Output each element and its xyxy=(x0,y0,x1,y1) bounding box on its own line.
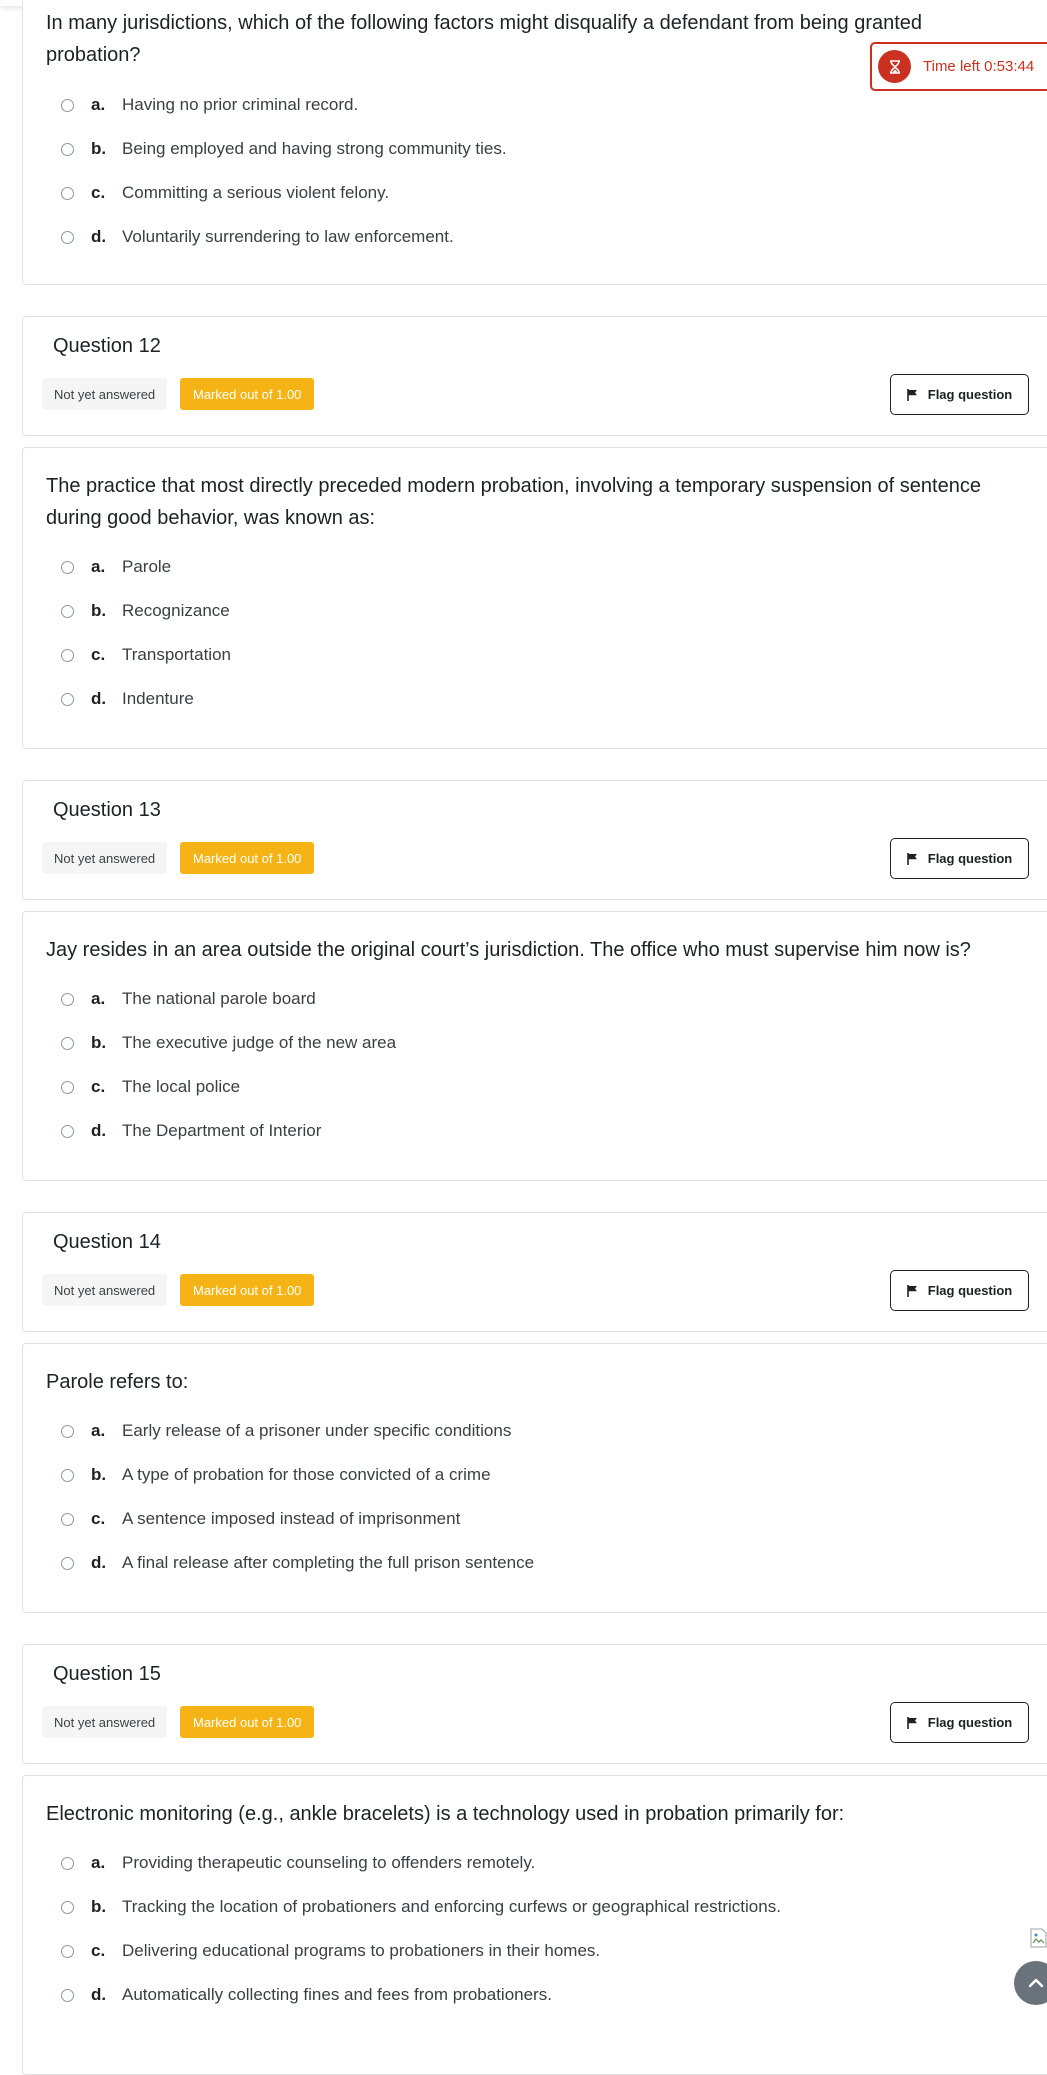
chevron-up-icon xyxy=(1028,1978,1044,1988)
option-letter: d. xyxy=(91,1985,107,2004)
radio-button[interactable] xyxy=(61,605,74,618)
answer-status-badge: Not yet answered xyxy=(42,1274,167,1306)
time-left-indicator xyxy=(870,42,1047,91)
option-d[interactable] xyxy=(61,686,961,712)
option-text: Parole xyxy=(122,557,172,576)
option-d[interactable] xyxy=(61,1118,961,1144)
flag-question-button[interactable] xyxy=(890,374,1029,415)
answer-status-badge: Not yet answered xyxy=(42,378,167,410)
option-b[interactable] xyxy=(61,1030,961,1056)
question-12-info xyxy=(22,316,1047,436)
flag-label: Flag question xyxy=(927,387,1013,402)
radio-button[interactable] xyxy=(61,1557,74,1570)
option-letter: a. xyxy=(91,95,106,114)
option-letter: b. xyxy=(91,1465,107,1484)
option-letter: d. xyxy=(91,1121,107,1140)
option-text: Early release of a prisoner under specific conditions xyxy=(122,1421,512,1440)
radio-button[interactable] xyxy=(61,561,74,574)
option-letter: b. xyxy=(91,1033,107,1052)
radio-button[interactable] xyxy=(61,993,74,1006)
option-a[interactable] xyxy=(61,986,961,1012)
option-b[interactable] xyxy=(61,598,961,624)
option-a[interactable] xyxy=(61,1418,961,1444)
flag-icon xyxy=(907,1285,918,1297)
question-text: Parole refers to: xyxy=(46,1371,189,1393)
radio-button[interactable] xyxy=(61,1513,74,1526)
question-14-content xyxy=(22,1343,1047,1613)
option-d[interactable] xyxy=(61,224,961,250)
radio-button[interactable] xyxy=(61,1857,74,1870)
option-letter: d. xyxy=(91,1553,107,1572)
option-text: Tracking the location of probationers and enforcing curfews or geographical restrictions. xyxy=(122,1897,781,1916)
radio-button[interactable] xyxy=(61,1037,74,1050)
flag-label: Flag question xyxy=(927,1715,1013,1730)
option-c[interactable] xyxy=(61,180,961,206)
radio-button[interactable] xyxy=(61,143,74,156)
flag-icon xyxy=(907,389,918,401)
option-letter: c. xyxy=(91,1941,106,1960)
option-letter: a. xyxy=(91,557,106,576)
flag-icon xyxy=(907,1717,918,1729)
timer-label: Time left 0:53:44 xyxy=(923,58,1035,75)
option-text: Transportation xyxy=(122,645,231,664)
flag-icon xyxy=(907,853,918,865)
option-text: A sentence imposed instead of imprisonment xyxy=(122,1509,461,1528)
option-a[interactable] xyxy=(61,554,961,580)
option-letter: c. xyxy=(91,183,106,202)
option-d[interactable] xyxy=(61,1550,961,1576)
option-a[interactable] xyxy=(61,1850,961,1876)
option-text: Providing therapeutic counseling to offenders remotely. xyxy=(122,1853,536,1872)
radio-button[interactable] xyxy=(61,1945,74,1958)
question-text: Electronic monitoring (e.g., ankle bracelets) is a technology used in probation primarily for: xyxy=(46,1803,845,1825)
radio-button[interactable] xyxy=(61,187,74,200)
broken-image-icon xyxy=(1030,1928,1047,1948)
option-text: A final release after completing the full prison sentence xyxy=(122,1553,535,1572)
marks-badge: Marked out of 1.00 xyxy=(180,378,314,410)
option-text: The executive judge of the new area xyxy=(122,1033,397,1052)
question-number: Question 14 xyxy=(53,1231,161,1253)
option-text: Voluntarily surrendering to law enforcement. xyxy=(122,227,454,246)
question-text: Jay resides in an area outside the original court’s jurisdiction. The office who must supervise him now is? xyxy=(46,939,971,961)
radio-button[interactable] xyxy=(61,1125,74,1138)
option-text: Recognizance xyxy=(122,601,230,620)
radio-button[interactable] xyxy=(61,231,74,244)
radio-button[interactable] xyxy=(61,1989,74,2002)
option-b[interactable] xyxy=(61,1462,961,1488)
option-letter: d. xyxy=(91,227,107,246)
option-letter: a. xyxy=(91,1421,106,1440)
flag-question-button[interactable] xyxy=(890,1702,1029,1743)
answer-status-badge: Not yet answered xyxy=(42,1706,167,1738)
radio-button[interactable] xyxy=(61,99,74,112)
option-text: Automatically collecting fines and fees from probationers. xyxy=(122,1985,552,2004)
option-letter: a. xyxy=(91,1853,106,1872)
question-text: The practice that most directly preceded modern probation, involving a temporary suspension of sentence during good behavior, was known as: xyxy=(46,475,981,529)
option-letter: d. xyxy=(91,689,107,708)
option-c[interactable] xyxy=(61,1938,961,1964)
question-15-content xyxy=(22,1775,1047,2075)
option-letter: b. xyxy=(91,601,107,620)
option-text: A type of probation for those convicted of a crime xyxy=(122,1465,491,1484)
option-a[interactable] xyxy=(61,92,961,118)
option-letter: a. xyxy=(91,989,106,1008)
flag-question-button[interactable] xyxy=(890,838,1029,879)
option-d[interactable] xyxy=(61,1982,961,2008)
radio-button[interactable] xyxy=(61,693,74,706)
question-text: In many jurisdictions, which of the following factors might disqualify a defendant from being granted probation? xyxy=(46,12,923,66)
option-letter: c. xyxy=(91,645,106,664)
question-number: Question 15 xyxy=(53,1663,161,1685)
radio-button[interactable] xyxy=(61,1469,74,1482)
option-text: Committing a serious violent felony. xyxy=(122,183,390,202)
option-text: The local police xyxy=(122,1077,241,1096)
option-b[interactable] xyxy=(61,1894,961,1920)
question-15-info xyxy=(22,1644,1047,1764)
option-letter: c. xyxy=(91,1509,106,1528)
option-c[interactable] xyxy=(61,1506,961,1532)
radio-button[interactable] xyxy=(61,649,74,662)
hourglass-icon xyxy=(878,50,911,83)
question-13-info xyxy=(22,780,1047,900)
option-b[interactable] xyxy=(61,136,961,162)
option-text: Indenture xyxy=(122,689,194,708)
question-12-content xyxy=(22,447,1047,749)
option-c[interactable] xyxy=(61,1074,961,1100)
option-text: The Department of Interior xyxy=(122,1121,322,1140)
option-c[interactable] xyxy=(61,642,961,668)
question-13-content xyxy=(22,911,1047,1181)
flag-label: Flag question xyxy=(927,1283,1013,1298)
option-text: Being employed and having strong community ties. xyxy=(122,139,507,158)
radio-button[interactable] xyxy=(61,1425,74,1438)
marks-badge: Marked out of 1.00 xyxy=(180,1274,314,1306)
question-number: Question 12 xyxy=(53,335,161,357)
option-letter: b. xyxy=(91,1897,107,1916)
flag-question-button[interactable] xyxy=(890,1270,1029,1311)
option-text: The national parole board xyxy=(122,989,316,1008)
answer-status-badge: Not yet answered xyxy=(42,842,167,874)
marks-badge: Marked out of 1.00 xyxy=(180,842,314,874)
radio-button[interactable] xyxy=(61,1901,74,1914)
option-text: Having no prior criminal record. xyxy=(122,95,359,114)
radio-button[interactable] xyxy=(61,1081,74,1094)
option-text: Delivering educational programs to probationers in their homes. xyxy=(122,1941,601,1960)
option-letter: b. xyxy=(91,139,107,158)
question-number: Question 13 xyxy=(53,799,161,821)
question-14-info xyxy=(22,1212,1047,1332)
marks-badge: Marked out of 1.00 xyxy=(180,1706,314,1738)
flag-label: Flag question xyxy=(927,851,1013,866)
option-letter: c. xyxy=(91,1077,106,1096)
